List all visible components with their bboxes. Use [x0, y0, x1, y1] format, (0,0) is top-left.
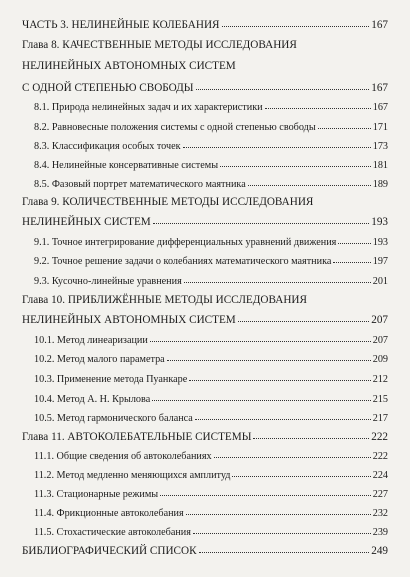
dot-leader [214, 457, 371, 458]
dot-leader [160, 495, 371, 496]
chapter-title-continued: С ОДНОЙ СТЕПЕНЬЮ СВОБОДЫ [22, 82, 194, 94]
dot-leader [183, 147, 371, 148]
toc-page-number: 222 [372, 451, 388, 462]
dot-leader [238, 321, 369, 322]
toc-page-number: 207 [372, 335, 388, 346]
toc-page-number: 201 [372, 276, 388, 287]
toc-section-8-2 [34, 117, 388, 133]
toc-section-11-2 [34, 465, 388, 481]
section-label: 9.2. Точное решение задачи о колебаниях математического маятника [34, 256, 332, 267]
toc-page-number: 222 [371, 431, 388, 443]
toc-section-8-3 [34, 136, 388, 152]
chapter-title: Глава 10. ПРИБЛИЖЁННЫЕ МЕТОДЫ ИССЛЕДОВАНИЯ [22, 294, 307, 306]
section-label: 10.1. Метод линеаризации [34, 335, 148, 346]
toc-page-number: 207 [371, 314, 388, 326]
section-label: 11.4. Фрикционные автоколебания [34, 508, 184, 519]
toc-page-number: 239 [372, 527, 388, 538]
toc-section-9-2 [34, 251, 388, 267]
dot-leader [222, 26, 370, 27]
dot-leader [150, 341, 371, 342]
dot-leader [189, 380, 370, 381]
section-label: 9.1. Точное интегрирование дифференциальных уравнений движения [34, 237, 337, 248]
toc-section-10-2 [34, 349, 388, 365]
dot-leader [152, 400, 370, 401]
toc-chapter9-line2 [22, 212, 388, 228]
bibliography-label: БИБЛИОГРАФИЧЕСКИЙ СПИСОК [22, 545, 197, 557]
toc-chapter11 [22, 427, 388, 443]
toc-section-9-3 [34, 271, 388, 287]
toc-page-number: 249 [371, 545, 388, 557]
section-label: 8.2. Равновесные положения системы с одной степенью свободы [34, 122, 316, 133]
toc-page-number: 197 [372, 256, 388, 267]
toc-section-8-1 [34, 97, 388, 113]
toc-page-number: 193 [371, 216, 388, 228]
section-label: 10.2. Метод малого параметра [34, 354, 165, 365]
toc-page-number: 181 [372, 160, 388, 171]
section-label: 8.4. Нелинейные консервативные системы [34, 160, 219, 171]
dot-leader [184, 282, 371, 283]
toc-section-11-3 [34, 484, 388, 500]
toc-page-number: 167 [372, 102, 388, 113]
dot-leader [196, 89, 370, 90]
toc-section-11-1 [34, 446, 388, 462]
section-label: 10.4. Метод А. Н. Крылова [34, 394, 151, 405]
toc-page-number: 189 [372, 179, 388, 190]
toc-section-8-5 [34, 174, 388, 190]
section-label: 11.5. Стохастические автоколебания [34, 527, 191, 538]
toc-page-number: 227 [372, 489, 388, 500]
dot-leader [318, 128, 371, 129]
section-label: 8.3. Классификация особых точек [34, 141, 181, 152]
section-label: 11.3. Стационарные режимы [34, 489, 159, 500]
dot-leader [333, 262, 370, 263]
toc-page-number: 171 [372, 122, 388, 133]
toc-page-number: 193 [372, 237, 388, 248]
section-label: 11.1. Общие сведения об автоколебаниях [34, 451, 212, 462]
toc-section-11-4 [34, 503, 388, 519]
toc-chapter10-line1 [22, 290, 388, 306]
section-label: 10.3. Применение метода Пуанкаре [34, 374, 188, 385]
toc-page-number: 224 [372, 470, 388, 481]
dot-leader [195, 419, 371, 420]
toc-page-number: 215 [372, 394, 388, 405]
toc-entry-part3 [22, 15, 388, 31]
dot-leader [153, 223, 369, 224]
dot-leader [265, 108, 371, 109]
section-label: 8.1. Природа нелинейных задач и их характеристики [34, 102, 263, 113]
chapter-title: Глава 11. АВТОКОЛЕБАТЕЛЬНЫЕ СИСТЕМЫ [22, 431, 252, 443]
chapter-title-continued: НЕЛИНЕЙНЫХ АВТОНОМНЫХ СИСТЕМ [22, 314, 236, 326]
toc-page-number: 209 [372, 354, 388, 365]
toc-section-8-4 [34, 155, 388, 171]
toc-page-number: 173 [372, 141, 388, 152]
toc-section-10-4 [34, 389, 388, 405]
toc-section-10-1 [34, 330, 388, 346]
toc-section-10-5 [34, 408, 388, 424]
dot-leader [253, 438, 369, 439]
chapter-title-continued: НЕЛИНЕЙНЫХ АВТОНОМНЫХ СИСТЕМ [22, 60, 236, 72]
toc-chapter8-line3 [22, 78, 388, 94]
toc-page-number: 232 [372, 508, 388, 519]
section-label: 11.2. Метод медленно меняющихся амплитуд [34, 470, 231, 481]
dot-leader [232, 476, 370, 477]
chapter-title: Глава 8. КАЧЕСТВЕННЫЕ МЕТОДЫ ИССЛЕДОВАНИЯ [22, 39, 297, 51]
toc-chapter10-line2 [22, 310, 388, 326]
section-label: 9.3. Кусочно-линейные уравнения [34, 276, 182, 287]
toc-page-number: 167 [371, 19, 388, 31]
section-label: 10.5. Метод гармонического баланса [34, 413, 193, 424]
toc-chapter8-line1 [22, 35, 388, 51]
dot-leader [220, 166, 371, 167]
toc-entry-label: ЧАСТЬ 3. НЕЛИНЕЙНЫЕ КОЛЕБАНИЯ [22, 19, 220, 31]
dot-leader [186, 514, 371, 515]
toc-section-9-1 [34, 232, 388, 248]
dot-leader [338, 243, 370, 244]
toc-chapter8-line2 [22, 56, 388, 72]
section-label: 8.5. Фазовый портрет математического маятника [34, 179, 246, 190]
toc-chapter9-line1 [22, 192, 388, 208]
toc-page-number: 217 [372, 413, 388, 424]
toc-page-number: 212 [372, 374, 388, 385]
toc-page-number: 167 [371, 82, 388, 94]
chapter-title-continued: НЕЛИНЕЙНЫХ СИСТЕМ [22, 216, 151, 228]
toc-section-10-3 [34, 369, 388, 385]
chapter-title: Глава 9. КОЛИЧЕСТВЕННЫЕ МЕТОДЫ ИССЛЕДОВАНИЯ [22, 196, 314, 208]
dot-leader [248, 185, 371, 186]
dot-leader [167, 360, 371, 361]
